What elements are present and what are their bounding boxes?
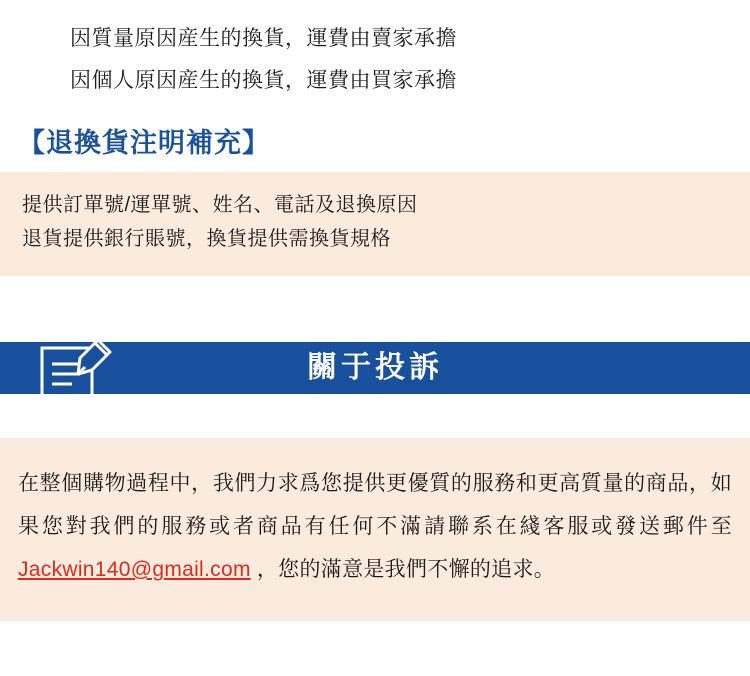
support-email-link[interactable]: Jackwin140@gmail.com (18, 557, 251, 581)
section-heading-return-exchange-supplement: 【退換貨注明補充】 (18, 127, 270, 158)
note-block (0, 172, 750, 276)
top-note-line: 因質量原因産生的換貨，運費由賣家承擔 (70, 27, 457, 50)
pencil-note-icon (36, 328, 118, 402)
complaint-text-before-email: 在整個購物過程中，我們力求爲您提供更優質的服務和更高質量的商品，如果您對我們的服務或者商品有任何不滿請聯系在綫客服或發送郵件至 (18, 471, 732, 538)
top-note-line: 因個人原因産生的換貨，運費由買家承擔 (70, 69, 457, 93)
banner-title: 關于投訴 (307, 350, 443, 384)
complaint-paragraph (18, 462, 732, 591)
complaint-text-after-email: ，您的滿意是我們不懈的追求。 (250, 557, 556, 581)
top-notes-group (0, 0, 750, 103)
complaint-text-block (0, 438, 750, 621)
complaint-banner (0, 328, 750, 402)
note-line: 提供訂單號/運單號、姓名、電話及退換原因 (22, 193, 418, 216)
note-line: 退貨提供銀行賬號，換貨提供需換貨規格 (22, 227, 391, 250)
